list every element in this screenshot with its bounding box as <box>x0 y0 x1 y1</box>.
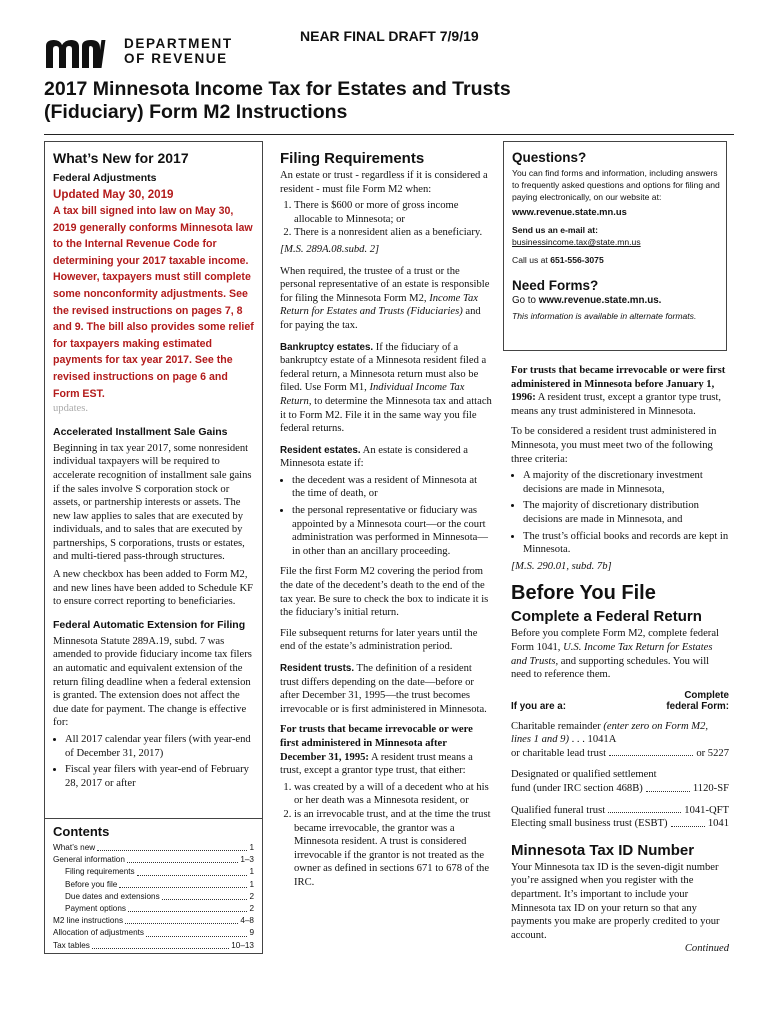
installment-paragraph-2: A new checkbox has been added to Form M2, and new lines have been added to Schedule KF to ensure correct reporting to beneficiaries. <box>53 569 254 608</box>
list-item: • the decedent was a resident of Minnesota at the time of death, or <box>292 474 492 501</box>
whats-new-heading: What’s New for 2017 <box>53 150 189 166</box>
federal-paragraph <box>511 627 729 681</box>
tax-id-heading: Minnesota Tax ID Number <box>511 841 695 859</box>
criteria-citation: [M.S. 290.01, subd. 7b] <box>511 560 612 572</box>
text: A resident trust, except a grantor type trust, means any trust administered in Minnesota. <box>511 392 722 417</box>
resident-estates-paragraph <box>280 444 492 471</box>
list-item: • The trust’s official books and records are kept in Minnesota. <box>523 530 729 557</box>
after-1995-paragraph <box>280 723 492 777</box>
text: and for paying the tax. <box>280 306 481 331</box>
filing-list <box>280 199 492 240</box>
installment-paragraph-1: Beginning in tax year 2017, some nonresident individual taxpayers will be required to accelerate recognition of installment sale gains if the sales involve S corporation stock or assets, or partnership interests or assets. The new law applies to sales that are executed by individuals, and to sales that are executed by partnerships, S corporations, trusts or estates, and multi-tiered pass-through structures. <box>53 442 252 563</box>
questions-text: You can find forms and information, including answers to frequently asked questions and options for filing and paying electronically, on our website at: <box>512 168 720 202</box>
list-item: • the personal representative or fiduciary was appointed by a Minnesota court—or the court administration was performed in Minnesota—in other than an ancillary proceeding. <box>292 504 492 558</box>
department-of-revenue-logo <box>44 32 244 72</box>
bankruptcy-paragraph <box>280 341 492 436</box>
toc-entry[interactable] <box>53 903 254 915</box>
trust-type: or charitable lead trust <box>511 747 607 759</box>
toc-label: Allocation of adjustments <box>53 928 145 938</box>
list-item: 2. is an irrevocable trust, and at the time the trust became irrevocable, the grantor was a Minnesota resident. A trust is considered irrevocable if the grantor is not treated as the owner as defined in sections 671 to 678 of the IRC. <box>294 808 492 890</box>
table-row <box>511 747 729 761</box>
email-link[interactable]: businessincome.tax@state.mn.us <box>512 237 641 247</box>
toc-label: Tax tables <box>53 940 90 950</box>
table-row <box>511 804 729 818</box>
trust-type: Electing small business trust (ESBT) <box>511 818 668 830</box>
form-number: 1041 <box>707 818 729 830</box>
website-link[interactable]: www.revenue.state.mn.us <box>512 206 627 217</box>
form-title: U.S. Income Tax Return for Estates and Trusts, <box>511 641 713 667</box>
text: When required, the trustee of a trust or the personal representative of an estate is responsible for filing the Minnesota Form M2, <box>280 265 490 304</box>
toc-entry[interactable] <box>53 940 254 952</box>
trust-note: (enter zero on Form M2, lines 1 and 9) <box>511 720 709 746</box>
draft-label: NEAR FINAL DRAFT 7/9/19 <box>300 28 479 44</box>
extension-paragraph: Minnesota Statute 289A.19, subd. 7 was amended to provide fiduciary income tax filers an automatic and equivalent extension of the return filing deadline when a federal extension is granted. The extension does not affect the due date for payment. The change is effective for: <box>53 635 252 729</box>
updated-label: Updated May 30, 2019 <box>53 188 174 201</box>
toc-entry[interactable] <box>53 927 254 939</box>
toc-entry[interactable] <box>53 915 254 927</box>
logo-line-2: OF REVENUE <box>124 51 228 66</box>
before-you-file-section <box>511 364 729 956</box>
tax-id-paragraph: Your Minnesota tax ID is the seven-digit number you’re assigned when you register with the department. It’s important to include your Minnesota tax ID on your return so that any payments you make are properly credited to your account. <box>511 861 720 941</box>
call-label: Call us at <box>512 255 548 265</box>
table-row: Designated or qualified settlement <box>511 769 657 781</box>
toc-label: Filing requirements <box>65 867 135 877</box>
first-return-paragraph: File the first Form M2 covering the period from the date of the decedent’s death to the end of the tax year. Be sure to check the box to indicate it is the fiduciary’s initial return. <box>280 566 489 619</box>
toc-label: What’s new <box>53 843 96 852</box>
questions-heading: Questions? <box>512 150 587 165</box>
criteria-intro: To be considered a resident trust administered in Minnesota, you must meet two of the following three criteria: <box>511 426 717 465</box>
text: to determine the Minnesota tax and attach it to Form M2. File it in the same way you file federal returns. <box>280 395 492 435</box>
criteria-list <box>511 469 729 557</box>
toc-page: 1 <box>249 843 254 852</box>
form-number: 1041A <box>587 734 617 746</box>
list-item: • The majority of discretionary distribution decisions are made in Minnesota, and <box>523 499 729 526</box>
trust-type: fund (under IRC section 468B) <box>511 783 643 795</box>
trust-type: Charitable remainder <box>511 720 601 732</box>
table-row <box>511 817 729 831</box>
toc-entry[interactable] <box>53 866 254 878</box>
toc-page: 2 <box>249 904 254 914</box>
form-number: 1120-SF <box>692 783 729 795</box>
resident-trusts-paragraph <box>280 662 492 716</box>
filing-requirements-section <box>280 150 492 890</box>
federal-form-label: federal Form: <box>666 700 729 712</box>
toc-label: Before you file <box>65 879 118 889</box>
text: If the fiduciary of a bankruptcy estate of a Minnesota resident filed a federal return, a Minnesota return must also be filed. Use Form M1, <box>280 341 487 394</box>
extension-heading: Federal Automatic Extension for Filing <box>53 618 246 631</box>
filing-requirements-heading: Filing Requirements <box>280 150 425 167</box>
after-1995-label: For trusts that became irrevocable or were first administered in Minnesota after December 31, 1995: <box>280 724 473 763</box>
toc-page: 1 <box>249 867 254 877</box>
contents-heading: Contents <box>53 824 110 839</box>
questions-section <box>512 150 720 322</box>
filing-intro: An estate or trust - regardless if it is considered a resident - must file Form M2 when: <box>280 170 488 195</box>
title-line-1: 2017 Minnesota Income Tax for Estates and Trusts <box>44 78 511 100</box>
form-title: Individual Income Tax Return, <box>280 382 465 407</box>
form-title: Income Tax Return for Estates and Trusts (Fiduciaries) <box>280 292 478 318</box>
red-notice: A tax bill signed into law on May 30, 2019 generally conforms Minnesota law to the Internal Revenue Code for determining your 2017 taxable income. However, taxpayers must still complete some nonconformity adjustments. See the revised instructions on pages 7, 8 and 9. The bill also provides some relief for taxpayers making estimated payments for tax year 2017. See the revised instructions on page 6 and Form EST. <box>53 205 254 400</box>
table-row <box>511 782 729 796</box>
contents-section <box>53 824 254 952</box>
text: A resident trust means a trust, except a grantor type trust, that either: <box>280 751 473 777</box>
federal-adjustments-heading: Federal Adjustments <box>53 172 157 184</box>
email-label: Send us an e-mail at: <box>512 225 598 235</box>
mn-logo-icon <box>44 36 114 68</box>
text: An estate is considered a Minnesota estate if: <box>280 444 468 470</box>
list-item: • All 2017 calendar year filers (with year-end of December 31, 2017) <box>65 733 257 760</box>
complete-federal-heading: Complete a Federal Return <box>511 608 702 626</box>
list-item: 1. There is $600 or more of gross income allocable to Minnesota; or <box>294 199 492 226</box>
toc-entry[interactable] <box>53 879 254 891</box>
toc-label: M2 line instructions <box>53 916 124 926</box>
text: The definition of a resident trust differs depending on the date—before or after December 31, 1995—the trust becomes irrevocable or is first administered in Minnesota. <box>280 663 487 715</box>
forms-link[interactable]: www.revenue.state.mn.us. <box>538 295 662 306</box>
call-line <box>512 254 720 266</box>
toc-page: 1–3 <box>240 855 254 865</box>
alternate-formats-note: This information is available in alternate formats. <box>512 311 697 321</box>
after-1995-list <box>280 781 492 890</box>
resident-estates-label: Resident estates. <box>280 444 361 456</box>
text: and supporting schedules. You will need to reference them. <box>511 655 710 681</box>
toc-page: 2 <box>249 891 254 901</box>
form-table-header <box>511 701 729 712</box>
phone-number[interactable]: 651-556-3075 <box>550 255 604 265</box>
extension-list <box>53 733 257 790</box>
document-title <box>44 78 734 124</box>
toc-label: Due dates and extensions <box>65 891 160 901</box>
installment-heading: Accelerated Installment Sale Gains <box>53 425 228 438</box>
if-you-are-label: If you are a: <box>511 700 566 712</box>
bankruptcy-label: Bankruptcy estates. <box>280 341 374 353</box>
title-divider <box>44 134 734 135</box>
toc-page: 9 <box>249 928 254 938</box>
title-line-2: (Fiduciary) Form M2 Instructions <box>44 101 348 123</box>
toc-label: General information <box>53 855 125 865</box>
toc-page: 1 <box>249 879 254 889</box>
need-forms-heading: Need Forms? <box>512 278 599 293</box>
before-you-file-heading: Before You File <box>511 582 656 605</box>
toc-entry[interactable] <box>53 891 254 903</box>
filing-citation: [M.S. 289A.08.subd. 2] <box>280 243 380 255</box>
faded-text: updates. <box>53 403 89 415</box>
form-number: or 5227 <box>696 747 729 759</box>
trust-type: Qualified funeral trust <box>511 804 606 816</box>
goto-label: Go to <box>512 295 536 306</box>
list-item: 1. was created by a will of a decedent who at his or her death was a Minnesota resident, or <box>294 781 492 808</box>
contents-divider <box>44 818 263 819</box>
before-1996-label: For trusts that became irrevocable or were first administered in Minnesota before January 1, 1996: <box>511 365 726 404</box>
resident-estates-list <box>280 474 492 559</box>
list-item: • A majority of the discretionary investment decisions are made in Minnesota, <box>523 469 729 496</box>
toc-entry[interactable] <box>53 842 254 854</box>
filing-paragraph-2 <box>280 265 492 333</box>
toc-page: 4–8 <box>240 916 254 926</box>
resident-trusts-label: Resident trusts. <box>280 663 355 674</box>
continued-label: Continued <box>684 943 729 955</box>
goto-line <box>512 295 720 307</box>
complete-column-label: Complete <box>684 689 729 701</box>
table-row: Charitable remainder (enter zero on Form M2, lines 1 and 9) . . . 1041A <box>511 720 709 746</box>
form-number: 1041-QFT <box>684 804 729 816</box>
text: Before you complete Form M2, complete federal Form 1041, <box>511 628 719 653</box>
subsequent-returns-paragraph: File subsequent returns for later years until the end of the estate’s administration period. <box>280 627 478 653</box>
toc-page: 10–13 <box>231 940 254 950</box>
toc-entry[interactable] <box>53 854 254 866</box>
list-item: 2. There is a nonresident alien as a beneficiary. <box>294 226 492 240</box>
before-1996-paragraph <box>511 364 729 418</box>
whats-new-section <box>53 150 257 793</box>
logo-line-1: DEPARTMENT <box>124 36 233 51</box>
toc-label: Payment options <box>65 904 126 914</box>
list-item: • Fiscal year filers with year-end of February 28, 2017 or after <box>65 763 257 790</box>
